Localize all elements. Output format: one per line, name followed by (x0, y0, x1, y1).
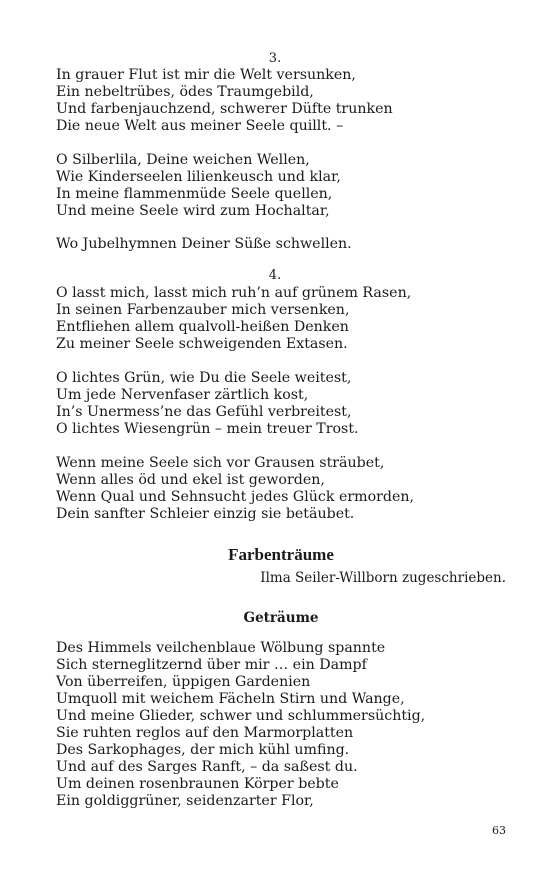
verse-line: In seinen Farbenzauber mich versenken, (56, 302, 350, 318)
verse-line: Sie ruhten reglos auf den Marmorplatten (56, 725, 354, 741)
verse-line: Wenn Qual und Sehnsucht jedes Glück ermorden, (56, 489, 415, 505)
verse-line: Von überreifen, üppigen Gardenien (56, 674, 311, 690)
verse-line: O Silberlila, Deine weichen Wellen, (56, 152, 310, 168)
verse-line: Und auf des Sarges Ranft, – da saßest du. (56, 759, 358, 775)
verse-line: Wenn alles öd und ekel ist geworden, (56, 472, 325, 488)
verse-line: Und farbenjauchzend, schwerer Düfte trunken (56, 101, 393, 117)
verse-line: Wie Kinderseelen lilienkeusch und klar, (56, 169, 341, 185)
section-title: Farbenträume (228, 545, 334, 564)
verse-line: O lichtes Wiesengrün – mein treuer Trost. (56, 421, 359, 437)
verse-line: Zu meiner Seele schweigenden Extasen. (56, 336, 348, 352)
verse-line: Wenn meine Seele sich vor Grausen sträubet, (56, 455, 385, 471)
verse-line: Umquoll mit weichem Fächeln Stirn und Wange, (56, 691, 405, 707)
verse-line: In meine flammenmüde Seele quellen, (56, 186, 333, 202)
verse-line: Entfliehen allem qualvoll-heißen Denken (56, 319, 349, 335)
verse-line: Um jede Nervenfaser zärtlich kost, (56, 387, 309, 403)
stanza-number: 3. (268, 51, 282, 66)
verse-line: Um deinen rosenbraunen Körper bebte (56, 776, 339, 792)
attribution: Ilma Seiler-Willborn zugeschrieben. (260, 570, 506, 586)
verse-line: Und meine Glieder, schwer und schlummersüchtig, (56, 708, 426, 724)
verse-line: In grauer Flut ist mir die Welt versunken, (56, 67, 356, 83)
verse-line: Ein goldiggrüner, seidenzarter Flor, (56, 793, 314, 809)
verse-line: In’s Unermess’ne das Gefühl verbreitest, (56, 404, 352, 420)
stanza-number: 4. (268, 268, 282, 283)
verse-line: Wo Jubelhymnen Deiner Süße schwellen. (56, 236, 352, 252)
verse-line: Dein sanfter Schleier einzig sie betäubet. (56, 506, 355, 522)
verse-line: O lichtes Grün, wie Du die Seele weitest, (56, 370, 352, 386)
verse-line: Ein nebeltrübes, ödes Traumgebild, (56, 84, 314, 100)
verse-line: Sich sterneglitzernd über mir … ein Dampf (56, 657, 367, 673)
verse-line: Des Himmels veilchenblaue Wölbung spannte (56, 640, 386, 656)
poem-title: Geträume (243, 610, 319, 626)
verse-line: Und meine Seele wird zum Hochaltar, (56, 203, 330, 219)
verse-line: Die neue Welt aus meiner Seele quillt. – (56, 118, 344, 134)
verse-line: Des Sarkophages, der mich kühl umfing. (56, 742, 350, 758)
page-number: 63 (492, 824, 506, 837)
verse-line: O lasst mich, lasst mich ruh’n auf grünem Rasen, (56, 285, 412, 301)
